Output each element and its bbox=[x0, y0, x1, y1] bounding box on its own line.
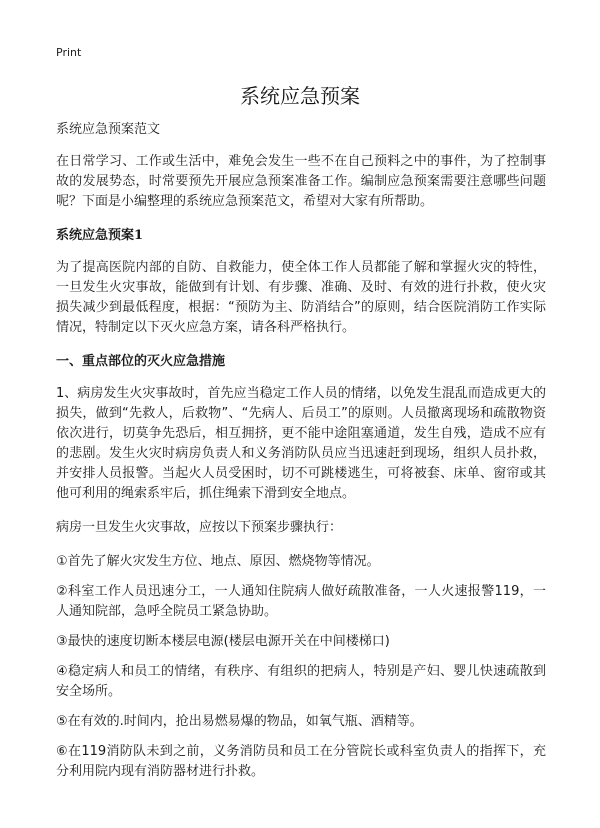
section-2-paragraph: 1、病房发生火灾事故时，首先应当稳定工作人员的情绪，以免发生混乱而造成更大的损失，做到“先救人，后救物”、“先病人、后员工”的原则。人员撤离现场和疏散物资依次进行，切莫争先恐后，相互拥挤，更不能中途阻塞通道，发生自残，造成不应有的悲剧。发生火灾时病房负责人和义务消防队员应当迅速赶到现场，组织人员扑救，并安排人员报警。当起火人员受困时，切不可跳楼逃生，可将被套、床单、窗帘或其他可利用的绳索系牢后，抓住绳索下滑到安全地点。 bbox=[56, 386, 546, 501]
section-1-paragraph: 为了提高医院内部的自防、自救能力，使全体工作人员都能了解和掌握火灾的特性，一旦发生火灾事故，能做到有计划、有步骤、准确、及时、有效的进行扑救，使火灾损失减少到最低程度，根据：“预防为主、防消结合”的原则，结合医院消防工作实际情况，特制定以下灭火应急方案，请各科严格执行。 bbox=[56, 260, 546, 335]
section-heading-2: 一、重点部位的灭火应急措施 bbox=[56, 354, 226, 369]
step-item: ⑥在119消防队未到之前，义务消防员和员工在分管院长或科室负责人的指挥下，充分利用院内现有消防器材进行扑救。 bbox=[56, 744, 546, 779]
step-item: ⑤在有效的.时间内，抢出易燃易爆的物品，如氧气瓶、酒精等。 bbox=[56, 714, 423, 729]
steps-list bbox=[56, 552, 546, 782]
step-item: ①首先了解火灾发生方位、地点、原因、燃烧物等情况。 bbox=[56, 554, 380, 569]
document-subtitle: 系统应急预案范文 bbox=[56, 122, 161, 137]
page-title: 系统应急预案 bbox=[240, 84, 360, 108]
intro-paragraph: 在日常学习、工作或生活中，难免会发生一些不在自己预料之中的事件，为了控制事故的发展势态，时常要预先开展应急预案准备工作。编制应急预案需要注意哪些问题呢？下面是小编整理的系统应急预案范文，希望对大家有所帮助。 bbox=[56, 154, 546, 209]
steps-intro: 病房一旦发生火灾事故，应按以下预案步骤执行： bbox=[56, 520, 343, 535]
step-item: ④稳定病人和员工的情绪，有秩序、有组织的把病人，特别是产妇、婴儿快速疏散到安全场所。 bbox=[56, 664, 546, 699]
print-link[interactable]: Print bbox=[56, 46, 82, 59]
section-heading-1: 系统应急预案1 bbox=[56, 228, 144, 243]
step-item: ③最快的速度切断本楼层电源(楼层电源开关在中间楼梯口) bbox=[56, 634, 390, 649]
step-item: ②科室工作人员迅速分工，一人通知住院病人做好疏散准备，一人火速报警119，一人通知院部，急呼全院员工紧急协助。 bbox=[56, 584, 546, 619]
document-body bbox=[56, 120, 546, 792]
